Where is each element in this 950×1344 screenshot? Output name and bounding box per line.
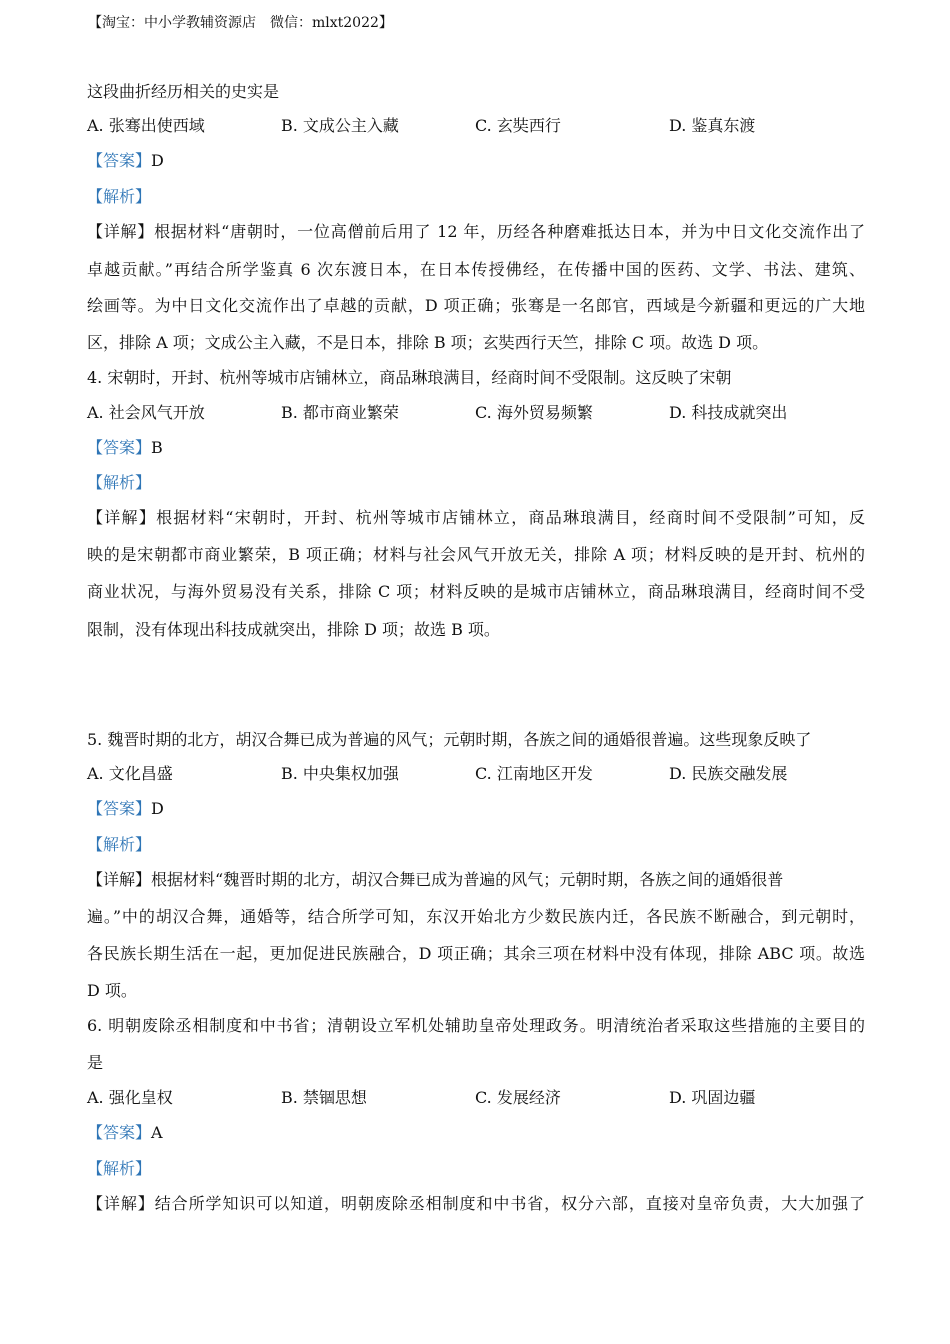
q3-detail-text-1: 根据材料“唐朝时，一位高僧前后用了 12 年，历经各种磨难抵达日本，并为中日文化交流作出了 (154, 222, 865, 241)
q5-detail-line-1 (87, 869, 783, 891)
q5-detail-line-3: 各民族长期生活在一起，更加促进民族融合，D 项正确；其余三项在材料中没有体现，排除 ABC 项。故选 (87, 944, 865, 963)
q4-option-a: A. 社会风气开放 (87, 403, 205, 422)
q5-options (87, 763, 877, 785)
q6-detail-text-1: 结合所学知识可以知道，明朝废除丞相制度和中书省，权分六部，直接对皇帝负责，大大加强了 (154, 1194, 865, 1213)
q4-option-d: D. 科技成就突出 (669, 403, 788, 422)
q3-option-d: D. 鉴真东渡 (669, 116, 756, 135)
answer-label: 【答案】 (87, 438, 152, 457)
q5-option-a: A. 文化昌盛 (87, 764, 173, 783)
page-header: 【淘宝：中小学教辅资源店 微信：mlxt2022】 (88, 15, 393, 31)
detail-label: 【详解】 (87, 1194, 155, 1213)
q6-options (87, 1087, 877, 1109)
q5-answer-value: D (151, 799, 164, 818)
q4-detail-line-1 (87, 507, 865, 529)
q3-detail-line-1 (87, 221, 865, 243)
q3-detail-line-3: 绘画等。为中日文化交流作出了卓越的贡献，D 项正确；张骞是一名郎官，西域是今新疆和更远的广大地 (87, 296, 865, 315)
q4-option-c: C. 海外贸易频繁 (475, 403, 593, 422)
q3-detail-line-2: 卓越贡献。”再结合所学鉴真 6 次东渡日本，在日本传授佛经，在传播中国的医药、文学、书法、建筑、 (87, 260, 865, 279)
q6-answer-value: A (151, 1123, 163, 1142)
q4-detail-line-3: 商业状况，与海外贸易没有关系，排除 C 项；材料反映的是城市店铺林立，商品琳琅满目，经商时间不受 (87, 582, 865, 601)
q6-stem-line-1: 6. 明朝废除丞相制度和中书省；清朝设立军机处辅助皇帝处理政务。明清统治者采取这些措施的主要目的 (87, 1016, 865, 1035)
q4-answer-value: B (151, 438, 163, 457)
answer-label: 【答案】 (87, 799, 152, 818)
q3-option-c: C. 玄奘西行 (475, 116, 561, 135)
q3-answer (87, 150, 164, 172)
detail-label: 【详解】 (87, 870, 152, 889)
q5-detail-line-4: D 项。 (87, 981, 137, 1000)
q4-detail-text-1: 根据材料“宋朝时，开封、杭州等城市店铺林立，商品琳琅满目，经商时间不受限制”可知，反 (156, 508, 865, 527)
q3-analysis-label: 【解析】 (87, 187, 152, 206)
q4-answer (87, 437, 163, 459)
q3-option-b: B. 文成公主入藏 (281, 116, 399, 135)
q4-analysis-label: 【解析】 (87, 473, 152, 492)
q4-option-b: B. 都市商业繁荣 (281, 403, 399, 422)
q3-options (87, 115, 877, 137)
q3-answer-value: D (151, 151, 164, 170)
q5-detail-line-2: 遍。”中的胡汉合舞，通婚等，结合所学可知，东汉开始北方少数民族内迁，各民族不断融合，到元朝时， (87, 907, 865, 926)
q5-option-b: B. 中央集权加强 (281, 764, 399, 783)
q5-stem: 5. 魏晋时期的北方，胡汉合舞已成为普遍的风气；元朝时期，各族之间的通婚很普遍。这些现象反映了 (87, 730, 812, 749)
detail-label: 【详解】 (87, 508, 157, 527)
answer-label: 【答案】 (87, 1123, 152, 1142)
q3-detail-line-4: 区，排除 A 项；文成公主入藏，不是日本，排除 B 项；玄奘西行天竺，排除 C 项。故选 D 项。 (87, 333, 769, 352)
q6-option-c: C. 发展经济 (475, 1088, 561, 1107)
q6-analysis-label: 【解析】 (87, 1159, 152, 1178)
q4-stem: 4. 宋朝时，开封、杭州等城市店铺林立，商品琳琅满目，经商时间不受限制。这反映了宋朝 (87, 368, 732, 387)
q6-stem-line-2: 是 (87, 1053, 104, 1072)
q6-detail-line-1 (87, 1193, 865, 1215)
q5-option-d: D. 民族交融发展 (669, 764, 788, 783)
q6-answer (87, 1122, 163, 1144)
q5-detail-text-1: 根据材料“魏晋时期的北方，胡汉合舞已成为普遍的风气；元朝时期，各族之间的通婚很普 (151, 870, 784, 889)
q3-stem: 这段曲折经历相关的史实是 (87, 82, 280, 101)
q3-option-a: A. 张骞出使西域 (87, 116, 205, 135)
q4-detail-line-2: 映的是宋朝都市商业繁荣，B 项正确；材料与社会风气开放无关，排除 A 项；材料反映的是开封、杭州的 (87, 545, 865, 564)
detail-label: 【详解】 (87, 222, 155, 241)
q6-option-a: A. 强化皇权 (87, 1088, 173, 1107)
q4-options (87, 402, 877, 424)
q4-detail-line-4: 限制，没有体现出科技成就突出，排除 D 项；故选 B 项。 (87, 620, 500, 639)
q5-answer (87, 798, 164, 820)
q6-option-b: B. 禁锢思想 (281, 1088, 367, 1107)
q6-option-d: D. 巩固边疆 (669, 1088, 756, 1107)
q5-option-c: C. 江南地区开发 (475, 764, 593, 783)
q5-analysis-label: 【解析】 (87, 835, 152, 854)
answer-label: 【答案】 (87, 151, 152, 170)
